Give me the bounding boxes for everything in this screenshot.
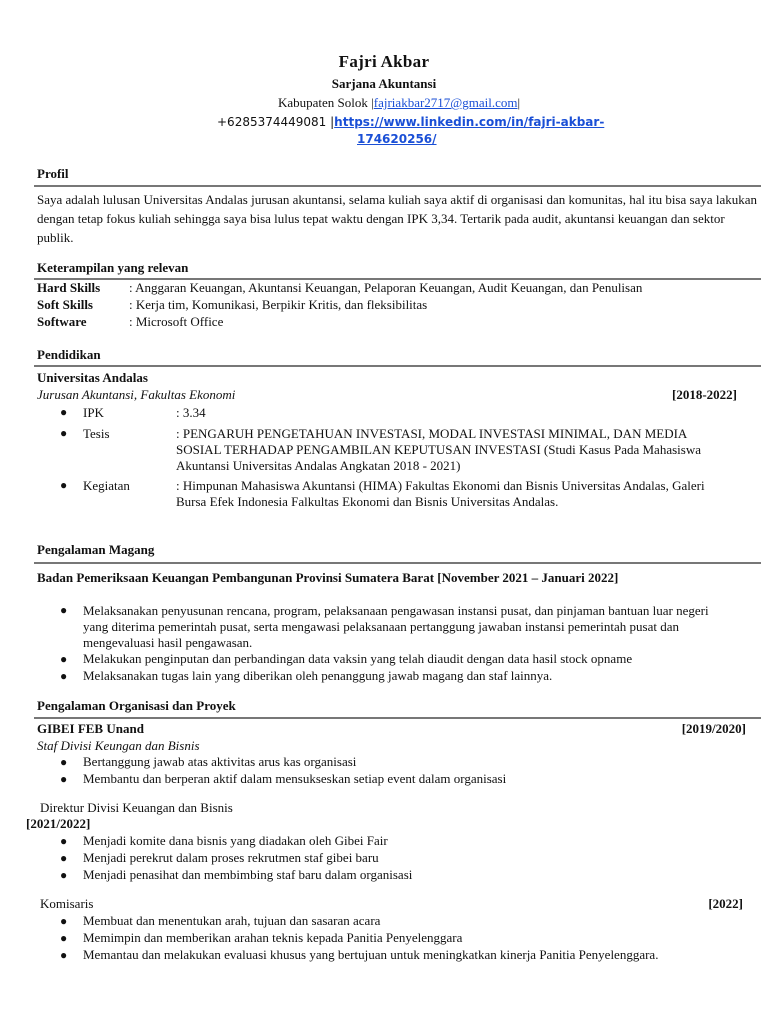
school-period: [2018-2022] xyxy=(672,387,737,402)
internship-bullet: Melaksanakan tugas lain yang diberikan oleh penanggung jawab magang dan staf lainnya. xyxy=(83,668,553,683)
org-period: [2019/2020] xyxy=(681,721,746,736)
linkedin-link-continued[interactable]: 174620256/ xyxy=(357,132,437,146)
section-divider xyxy=(34,717,761,719)
bullet-icon: ● xyxy=(60,405,68,419)
section-divider xyxy=(34,562,761,564)
edu-item-label: IPK xyxy=(83,405,104,420)
contact-line-location xyxy=(278,95,520,111)
edu-item-value: : Himpunan Mahasiswa Akuntansi (HIMA) Fakultas Ekonomi dan Bisnis Universitas Andalas, Galeri Bursa Efek Indonesia Falkultas Ekonomi dan Bisnis Universitas Andalas. xyxy=(176,478,705,509)
edu-item-label: Tesis xyxy=(83,426,110,441)
bullet-icon: ● xyxy=(60,603,68,617)
edu-item-value: : 3.34 xyxy=(176,405,206,420)
skill-label-hard: Hard Skills xyxy=(37,280,101,295)
bullet-icon: ● xyxy=(60,772,68,786)
org-role-bullet: Membantu dan berperan aktif dalam mensukseskan setiap event dalam organisasi xyxy=(83,771,507,786)
bullet-icon: ● xyxy=(60,478,68,492)
org-role-title: Staf Divisi Keungan dan Bisnis xyxy=(37,738,200,753)
org-role-bullet: Bertanggung jawab atas aktivitas arus kas organisasi xyxy=(83,754,357,769)
skill-label-soft: Soft Skills xyxy=(37,297,93,312)
phone-text: +6285374449081 | xyxy=(217,115,335,129)
skill-label-software: Software xyxy=(37,314,87,329)
school-major: Jurusan Akuntansi, Fakultas Ekonomi xyxy=(37,387,236,402)
edu-item-value: : PENGARUH PENGETAHUAN INVESTASI, MODAL INVESTASI MINIMAL, DAN MEDIA SOSIAL TERHADAP PENGAMBILAN KEPUTUSAN INVESTASI (Studi Kasus Pada Mahasiswa Akuntansi Universitas Andalas Angkatan 2018 - 2021) xyxy=(176,426,701,473)
bullet-icon: ● xyxy=(60,851,68,865)
contact-line-linkedin-cont xyxy=(357,132,437,146)
linkedin-link[interactable]: https://www.linkedin.com/in/fajri-akbar- xyxy=(334,115,605,129)
section-divider xyxy=(34,185,761,187)
section-heading-profil: Profil xyxy=(37,166,69,181)
skill-value-soft: : Kerja tim, Komunikasi, Berpikir Kritis, dan fleksibilitas xyxy=(129,297,428,312)
bullet-icon: ● xyxy=(60,868,68,882)
bullet-icon: ● xyxy=(60,834,68,848)
bullet-icon: ● xyxy=(60,652,68,666)
bullet-icon: ● xyxy=(60,931,68,945)
org-role-bullet: Menjadi komite dana bisnis yang diadakan oleh Gibei Fair xyxy=(83,833,388,848)
org-role-period: [2021/2022] xyxy=(26,816,91,831)
email-link[interactable]: fajriakbar2717@gmail.com xyxy=(373,95,518,110)
skill-value-software: : Microsoft Office xyxy=(129,314,224,329)
bullet-icon: ● xyxy=(60,948,68,962)
profil-text: Saya adalah lulusan Universitas Andalas jurusan akuntansi, selama kuliah saya aktif di organisasi dan komunitas, hal itu bisa saya lakukan dengan tetap fokus kuliah sehingga saya bisa lulus tepat waktu dengan IPK 3,34. Tertarik pada audit, akuntansi keuangan dan sektor publik. xyxy=(37,192,758,245)
contact-separator: | xyxy=(517,95,521,110)
section-heading-organization: Pengalaman Organisasi dan Proyek xyxy=(37,698,236,713)
section-heading-internship: Pengalaman Magang xyxy=(37,542,155,557)
org-role-period: [2022] xyxy=(708,896,743,911)
candidate-degree: Sarjana Akuntansi xyxy=(331,76,437,91)
internship-bullet: Melakukan penginputan dan perbandingan data vaksin yang telah diaudit dengan data hasil stock opname xyxy=(83,651,633,666)
section-heading-skills: Keterampilan yang relevan xyxy=(37,260,189,275)
school-name: Universitas Andalas xyxy=(37,370,148,385)
org-role-title: Direktur Divisi Keuangan dan Bisnis xyxy=(40,800,233,815)
org-role-bullet: Memimpin dan memberikan arahan teknis kepada Panitia Penyelenggara xyxy=(83,930,463,945)
section-divider xyxy=(34,365,761,367)
contact-line-phone xyxy=(217,115,604,129)
bullet-icon: ● xyxy=(60,426,68,440)
org-role-bullet: Membuat dan menentukan arah, tujuan dan sasaran acara xyxy=(83,913,381,928)
bullet-icon: ● xyxy=(60,914,68,928)
internship-bullet: Melaksanakan penyusunan rencana, program, pelaksanaan pengawasan instansi pusat, dan pinjaman bantuan luar negeri yang diterima pemerintah pusat, serta mengawasi pelaksanaan pertanggung jawaban instansi pemerintah pusat dan mengevaluasi hasil pengawasan. xyxy=(83,603,709,650)
org-role-bullet: Memantau dan melakukan evaluasi khusus yang bertujuan untuk meningkatkan kinerja Panitia Penyelenggara. xyxy=(83,947,659,962)
org-name: GIBEI FEB Unand xyxy=(37,721,144,736)
org-role-bullet: Menjadi perekrut dalam proses rekrutmen staf gibei baru xyxy=(83,850,379,865)
skill-value-hard: : Anggaran Keuangan, Akuntansi Keuangan, Pelaporan Keuangan, Audit Keuangan, dan Penulisan xyxy=(129,280,643,295)
edu-item-label: Kegiatan xyxy=(83,478,130,493)
org-role-bullet: Menjadi penasihat dan membimbing staf baru dalam organisasi xyxy=(83,867,413,882)
section-heading-education: Pendidikan xyxy=(37,347,101,362)
location-text: Kabupaten Solok | xyxy=(278,95,374,110)
candidate-name: Fajri Akbar xyxy=(338,52,430,71)
bullet-icon: ● xyxy=(60,669,68,683)
bullet-icon: ● xyxy=(60,755,68,769)
internship-title: Badan Pemeriksaan Keuangan Pembangunan Provinsi Sumatera Barat [November 2021 – Januari 2022] xyxy=(37,570,619,585)
org-role-title: Komisaris xyxy=(40,896,94,911)
